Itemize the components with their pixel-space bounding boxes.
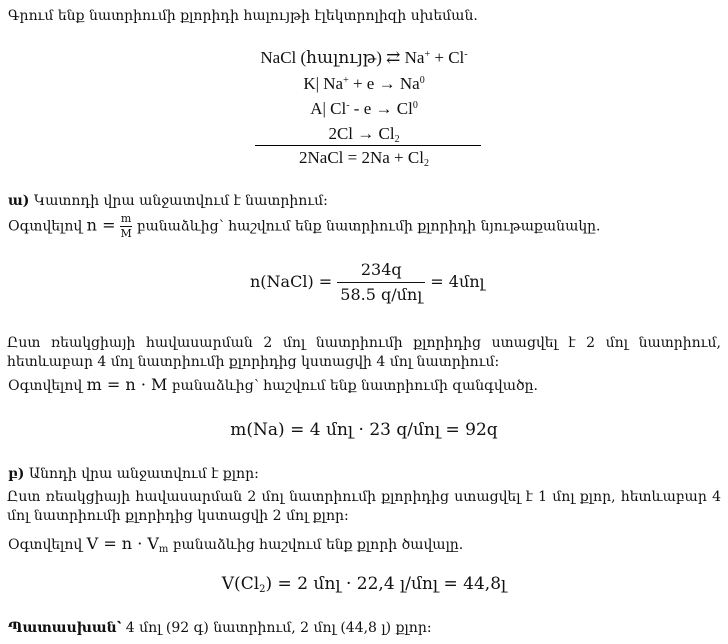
mass-calculation: m(Na) = 4 մոլ · 23 q/մոլ = 92q xyxy=(230,420,498,440)
moles-calculation: n(NaCl) = $\frac{234q}{\text{58.5 q/մոլ}}$ = 4մոլ xyxy=(250,258,485,307)
moles-formula-fraction: $\frac{m}{M}$ xyxy=(120,212,132,240)
part-a-heading: ա) Կատոդի վրա անջատվում է նատրիում: xyxy=(8,193,328,209)
answer-label: Պատասխան՝ xyxy=(8,620,122,636)
overall-equation: 2NaCl = $2Na + Cl_2$ xyxy=(299,148,429,169)
part-b-reasoning: Ըստ ռեակցիայի հավասարման 2 մոլ նատրիումի քլորիդից ստացվել է 1 մոլ քլոր, հետևաբար 4 մոլ նատրիումի քլորիդից կստացվի 2 մոլ քլոր: xyxy=(7,489,721,524)
sum-divider xyxy=(255,145,481,146)
dissociation-equation: NaCl (հալույթ) ⇄ Na+ + Cl- xyxy=(260,48,468,67)
part-b-heading: բ) Անոդի վրա անջատվում է քլոր: xyxy=(8,466,259,482)
anode-equation: A| $Cl^- - e \to Cl^0$ xyxy=(310,99,418,118)
moles-calculation-fraction: $\frac{234q}{\text{58.5 q/մոլ}}$ xyxy=(337,258,425,307)
cathode-equation: K| $Na^+ + e \to Na^0$ xyxy=(303,74,425,93)
part-a-marker: ա) xyxy=(8,193,30,209)
answer-line xyxy=(8,620,432,636)
part-b-volume-formula-line: Օգտվելով $V = n \cdot V_m$ բանաձևից հաշվում ենք քլորի ծավալը. xyxy=(8,534,464,555)
intro-text: Գրում ենք նատրիումի քլորիդի հալույթի էլեկտրոլիզի սխեման. xyxy=(8,8,478,24)
part-a-formula-line: Օգտվելով n = $\frac{m}{M}$ բանաձևից՝ հաշվում ենք նատրիումի քլորիդի նյութաքանակը. xyxy=(8,212,601,240)
part-a-mass-formula-line: Օգտվելով m = n · M բանաձևից՝ հաշվում ենք նատրիումի զանգվածը. xyxy=(8,375,538,394)
chlorine-combination-equation: $2Cl \to Cl_2$ xyxy=(328,124,400,145)
answer-text: 4 մոլ (92 գ) նատրիում, 2 մոլ (44,8 լ) քլոր: xyxy=(125,620,432,636)
part-b-marker: բ) xyxy=(8,466,25,482)
part-a-reasoning: Ըստ ռեակցիայի հավասարման 2 մոլ նատրիումի քլորիդից ստացվել է 2 մոլ նատրիում, հետևաբար 4 մոլ նատրիումի քլորիդից կստացվի 4 մոլ նատրիում: xyxy=(7,335,721,370)
volume-calculation: $V(Cl_2) = 2$ մոլ · 22,4 լ/մոլ = 44,8լ xyxy=(221,574,507,595)
